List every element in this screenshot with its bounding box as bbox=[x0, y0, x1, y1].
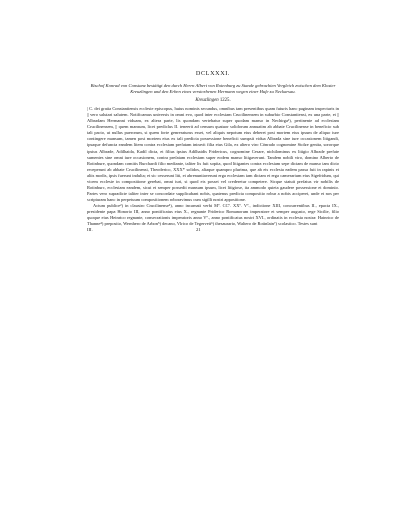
year: 1225. bbox=[219, 98, 231, 104]
place-date bbox=[87, 98, 339, 103]
body-paragraph: Actum publice²) in claustro Crucilinense³), anno incarnati verbi Mº. CCº. XXº. Vº., indictione XIII, concurrentibus II., epacta IX., presidente papa Honorio III, anno pontificatus eius X., regnante Friderico Romanorum imperatore et semper augusto, rege Sicilie, filio quoque eius Heinrico regnante, consecrationis imperatoris anno Vº., anno pontificatus nostri XVI., ordinatis in ecclesia nostra: Hainrico de Thanne⁴) preposito, Wernhero de Arbon⁵) decano, Vlrico de Tegerveit⁶) thesaurario, Waltero de Rotinlain⁷) scolastico. Testes sunt bbox=[87, 202, 339, 227]
document-number: DCLXXXI. bbox=[195, 70, 231, 77]
volume-number: III. bbox=[87, 227, 93, 233]
page-number: 21 bbox=[196, 227, 201, 233]
body-paragraph: | C. dei gratia Constantiensis ecclesie episcopus, huius nominis secundus, omnibus tam presentibus quam futuris hanc paginam inspecturis in || vero salutari salutem. Notificamus universis in omni evo, quod inter ecclesiam Crucilinensem in suburbio Constantiensi, ex una parte, et || Albradam Hermanni viduam, ex altera parte, lis quondam vertebatur super quodam manso in Nechirga¹), pertinente ad ecclesiam Crucilinensem, || quem mansum, licet prediclus II. teneerit ad censum quatuor solidorum annuatim ab abbate Crucilinense in beneficio sub tali pacto, ut nullus puerorum, si quem forte genreraturus esset, vel aliquis nepotum eius deberet post mortem eius ipsum de aliquo iure contingere mansum, tamen post mortem eius ex tali predicta possessione beneficii sumpsit vidua Albrada sine iure occasionem litigandi, ipsaque defuncta eandem litem contra ecclesiam prefatam intravit filia eius Gila, ex altero viro Cŏnrado cognomine Stolze genita, sororque ipsius Albrade, Adilhaida, Kadil dicta, et filius ipsius Adilhaidis Fridericus, cognomine Cesare, nichilominus ex litigio Albrade prefate sumentes sine omni iure occasionem, contra prefatam ecclesiam super eodem manso litigaverunt. Tandem nobili viro, domino Alberto de Rotinbure, quondam comitis Burchardi filio mediante, taliter lis fuit sopita, quod litigantes contra ecclesiam sepe dictam de manso iam dicto receperunt ab abbate Crucilinensi, Theoderico, XXX* solidos, aliaque quampro plurima, que ab eis ecclesia eadem passa fuit in rapinis et aliis modis, ipsis fuerunt indulta; et sic cesserunt liti, et abrenuntiaverunt erga ecclesiam iam dictam et erga camerarium eius Sigefridum, qui vicem ecclesie in compositione gerebat, omni iuri, si quod eis posset vel crederetur competere. Sicque statuit prefatus vir nobilis de Rotinburc, ecclesiam eandem, sicut et semper possedit mansum ipsum, licet litigiose, ita ammodo quieta gaudere possessione et dominio. Partes vero supradicte taliter inter se concordate supplicabant nobis, quatenus predicta compositio robur a nobis acciperet, unde et nos per scripturam hanc in perpetuum compositionem roboravimus cum sigilli nostri appositione. bbox=[87, 106, 339, 202]
place: Kreuzlingen bbox=[195, 98, 219, 104]
document-page bbox=[87, 70, 339, 234]
page-footer bbox=[87, 227, 339, 234]
document-heading: Bischof Konrad von Constanz bestätigt den durch Herrn Albert von Rotenburg zu Stande gebrachten Vergleich zwischen dem Kloster Kreuzlingen und den Erben eines verstorbenen Hermann wegen einer Hufe zu Neckarsau. bbox=[90, 83, 336, 95]
document-body bbox=[87, 106, 339, 227]
